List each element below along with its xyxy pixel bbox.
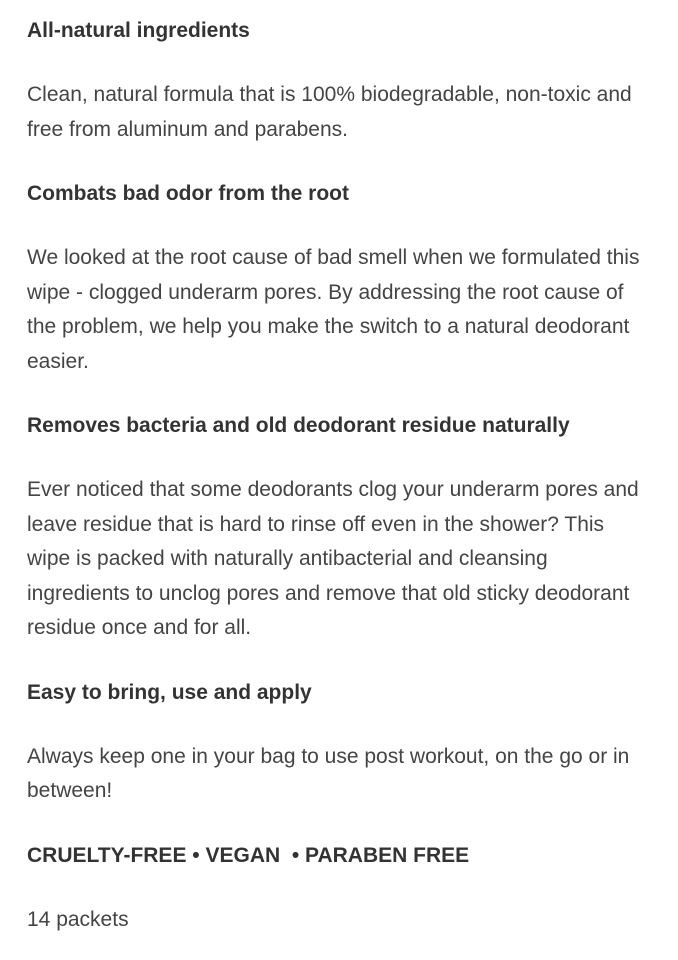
section-heading-ingredients: All-natural ingredients [27, 19, 250, 42]
section-body-easy: Always keep one in your bag to use post workout, on the go or in between! [27, 744, 630, 802]
badges-line: CRUELTY-FREE • VEGAN • PARABEN FREE [27, 843, 470, 867]
packet-count: 14 packets [27, 907, 129, 931]
section-body-residue: Ever noticed that some deodorants clog your underarm pores and leave residue that is hard to rinse off even in the shower? This wipe is packed with naturally antibacterial and cleansing ingredients to unclog pores and remove that old sticky deodorant residue once and for all. [27, 478, 639, 639]
section-heading-easy: Easy to bring, use and apply [27, 680, 312, 704]
section-body-ingredients: Clean, natural formula that is 100% biodegradable, non-toxic and free from aluminum and parabens. [27, 83, 632, 141]
section-heading-residue: Removes bacteria and old deodorant residue naturally [27, 414, 570, 437]
section-heading-odor: Combats bad odor from the root [27, 182, 349, 205]
section-body-odor: We looked at the root cause of bad smell when we formulated this wipe - clogged underarm pores. By addressing the root cause of the problem, we help you make the switch to a natural deodorant easier. [27, 246, 640, 373]
